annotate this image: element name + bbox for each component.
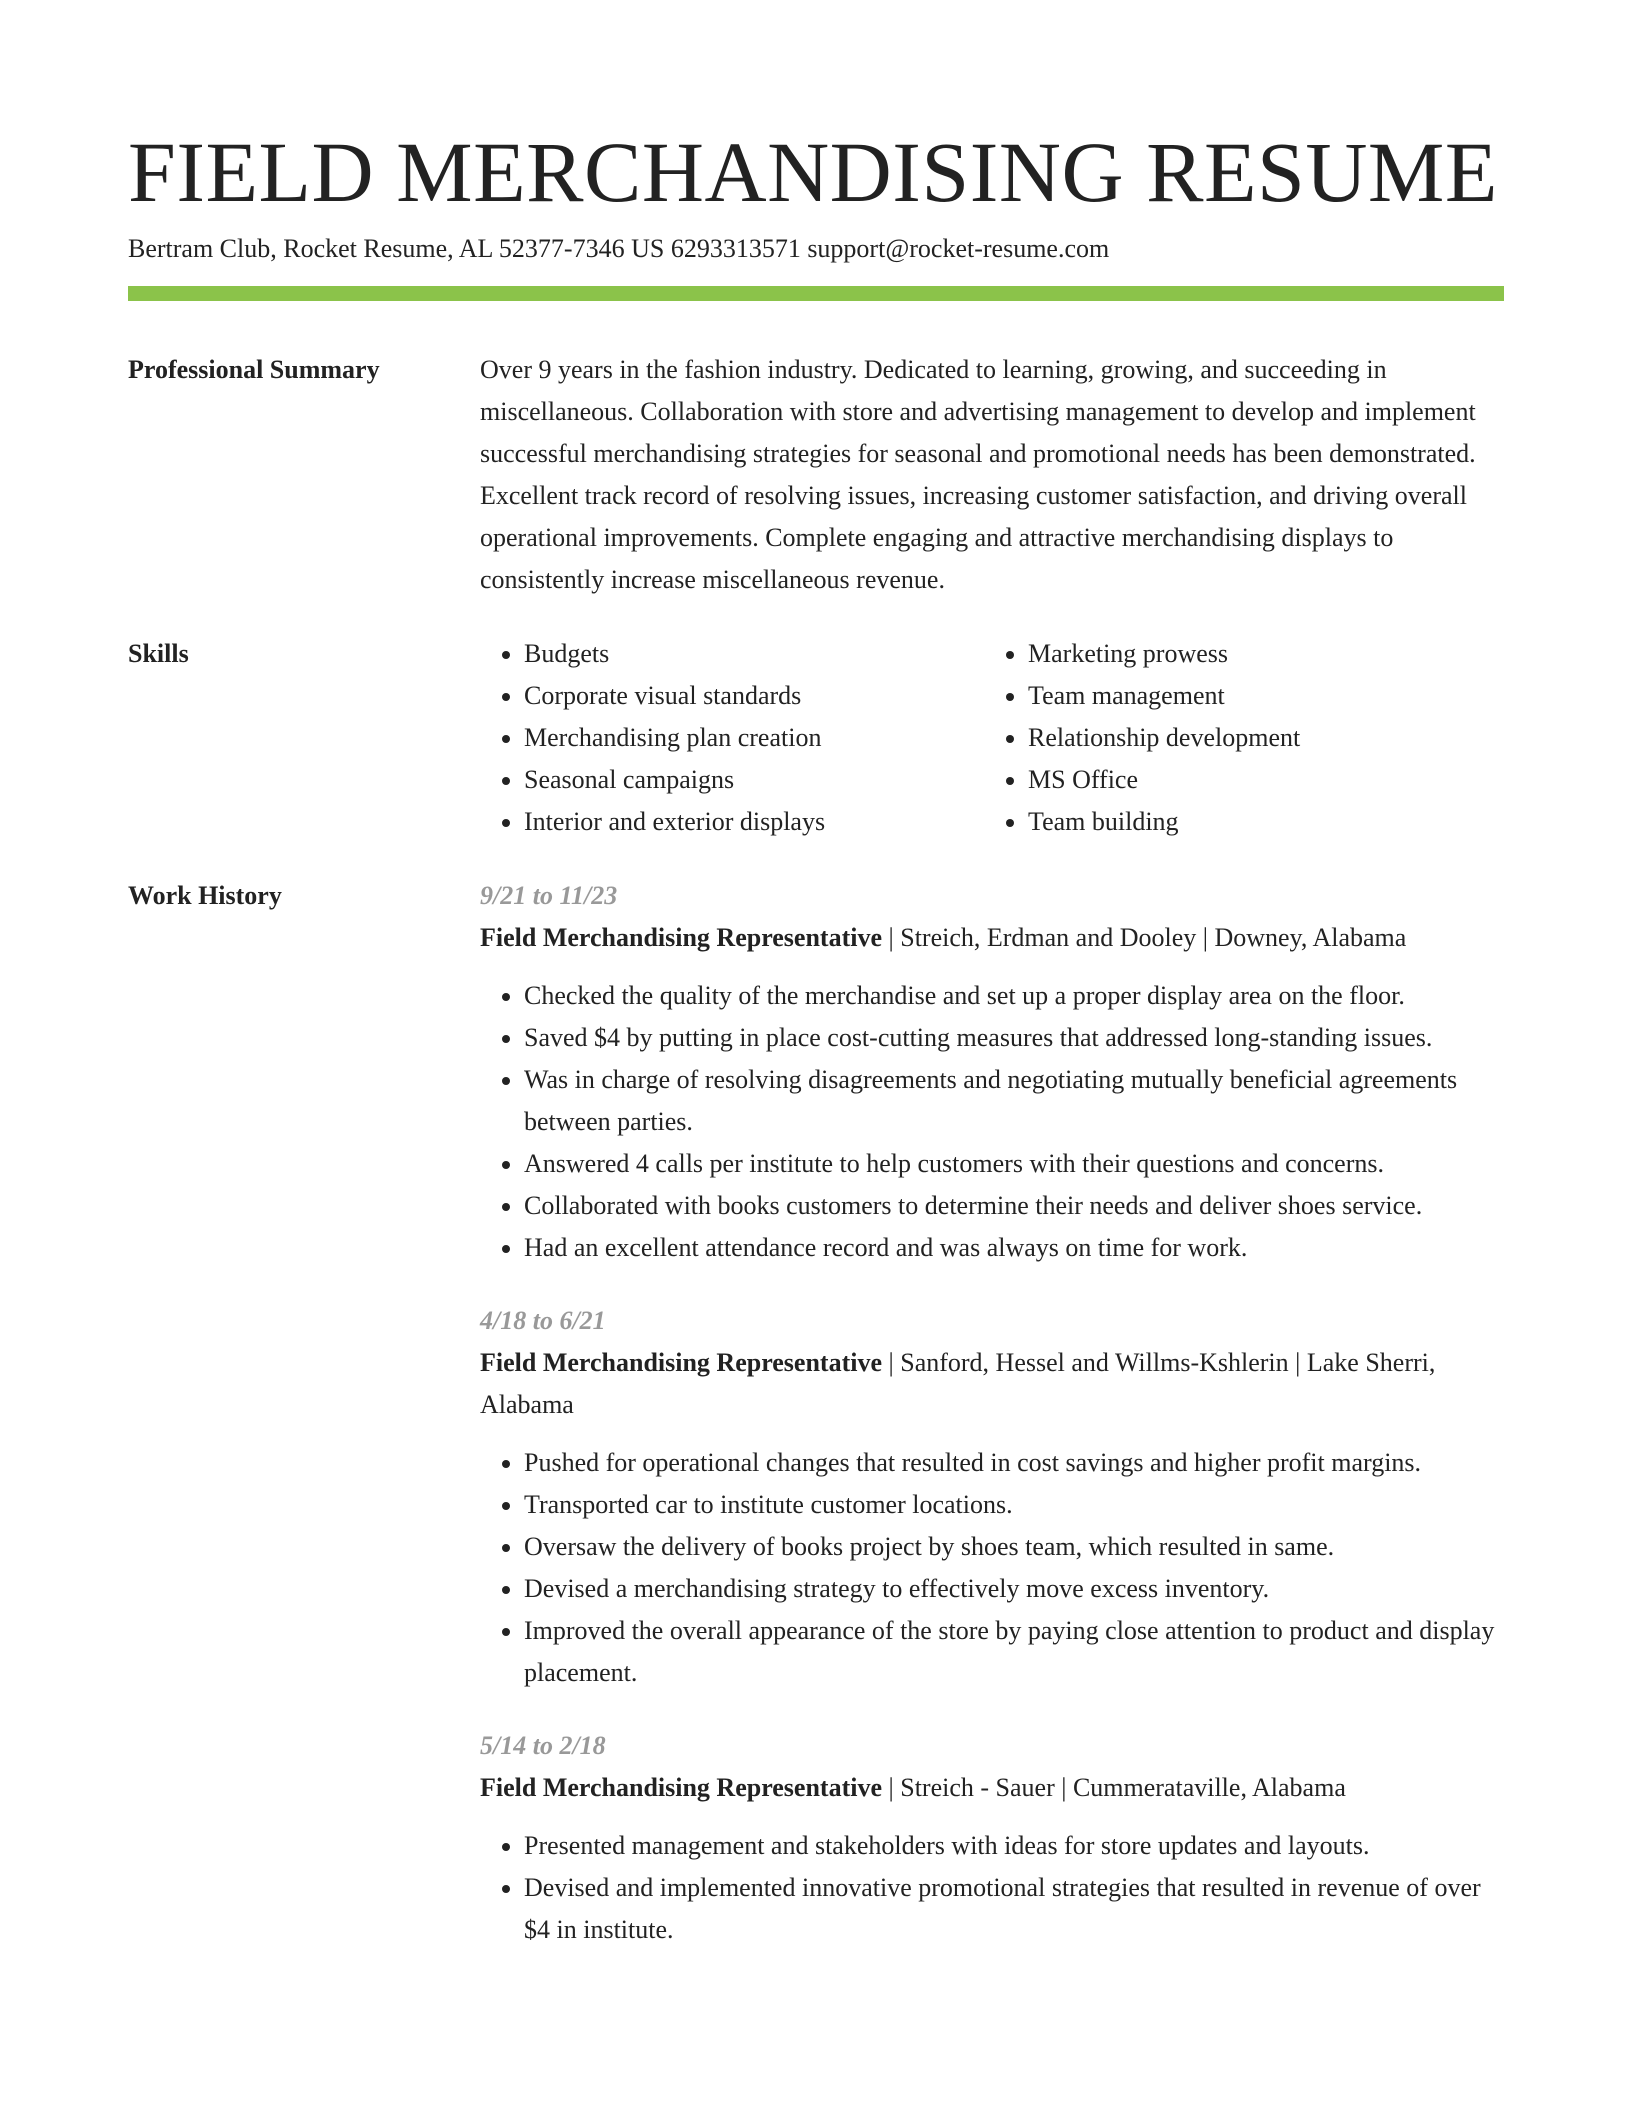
contact-info: Bertram Club, Rocket Resume, AL 52377-7346 US 6293313571 support@rocket-resume.com <box>128 234 1110 263</box>
skills-body <box>480 633 1504 843</box>
job-bullet: • Oversaw the delivery of books project by shoes team, which resulted in same. <box>524 1526 1504 1568</box>
skill-item: • MS Office <box>1028 759 1488 801</box>
job-details: Sanford, Hessel and Willms-Kshlerin | Lake Sherri, Alabama <box>480 1348 1436 1419</box>
job-bullet: • Presented management and stakeholders with ideas for store updates and layouts. <box>524 1825 1504 1867</box>
job-bullet: • Pushed for operational changes that resulted in cost savings and higher profit margins. <box>524 1442 1504 1484</box>
job-bullet: • Had an excellent attendance record and was always on time for work. <box>524 1227 1504 1269</box>
work-history-label: Work History <box>128 881 282 910</box>
job-bullet: • Checked the quality of the merchandise and set up a proper display area on the floor. <box>524 975 1504 1017</box>
skill-item: • Corporate visual standards <box>524 675 984 717</box>
job-details: Streich, Erdman and Dooley | Downey, Alabama <box>900 923 1407 952</box>
job-dates: 5/14 to 2/18 <box>480 1731 606 1760</box>
skills-list-left <box>480 633 984 843</box>
skill-item: • Merchandising plan creation <box>524 717 984 759</box>
job-heading <box>480 1767 1504 1809</box>
job-bullet: • Improved the overall appearance of the store by paying close attention to product and display placement. <box>524 1610 1504 1694</box>
job-separator: | <box>882 923 901 952</box>
skill-item: • Team management <box>1028 675 1488 717</box>
job-bullet: • Answered 4 calls per institute to help customers with their questions and concerns. <box>524 1143 1504 1185</box>
skill-item: • Budgets <box>524 633 984 675</box>
job-separator: | <box>882 1348 901 1377</box>
job-dates: 9/21 to 11/23 <box>480 881 618 910</box>
job-role: Field Merchandising Representative <box>480 1773 883 1802</box>
job-entry <box>480 1300 1504 1694</box>
skills-list-right <box>984 633 1488 843</box>
job-bullets <box>480 1825 1504 1951</box>
resume-title: FIELD MERCHANDISING RESUME <box>128 124 1498 220</box>
skill-item: • Marketing prowess <box>1028 633 1488 675</box>
skills-label: Skills <box>128 639 189 668</box>
job-bullets <box>480 1442 1504 1694</box>
job-bullet: • Saved $4 by putting in place cost-cutting measures that addressed long-standing issues. <box>524 1017 1504 1059</box>
job-bullet: • Was in charge of resolving disagreements and negotiating mutually beneficial agreements between parties. <box>524 1059 1504 1143</box>
skill-item: • Interior and exterior displays <box>524 801 984 843</box>
skill-item: • Seasonal campaigns <box>524 759 984 801</box>
job-bullet: • Collaborated with books customers to determine their needs and deliver shoes service. <box>524 1185 1504 1227</box>
job-dates: 4/18 to 6/21 <box>480 1306 606 1335</box>
job-role: Field Merchandising Representative <box>480 923 883 952</box>
job-bullet: • Transported car to institute customer locations. <box>524 1484 1504 1526</box>
job-bullet: • Devised and implemented innovative promotional strategies that resulted in revenue of over $4 in institute. <box>524 1867 1504 1951</box>
job-entry <box>480 1725 1504 1951</box>
job-details: Streich - Sauer | Cummerataville, Alabama <box>900 1773 1346 1802</box>
skill-item: • Team building <box>1028 801 1488 843</box>
skill-item: • Relationship development <box>1028 717 1488 759</box>
job-bullets <box>480 975 1504 1269</box>
job-separator: | <box>882 1773 901 1802</box>
summary-text: Over 9 years in the fashion industry. Dedicated to learning, growing, and succeeding in miscellaneous. Collaboration with store and advertising management to develop and implement successful merchandising strategies for seasonal and promotional needs has been demonstrated. Excellent track record of resolving issues, increasing customer satisfaction, and driving overall operational improvements. Complete engaging and attractive merchandising displays to consistently increase miscellaneous revenue. <box>480 355 1476 594</box>
header-divider <box>128 286 1504 301</box>
work-history-body <box>480 875 1504 1982</box>
summary-label: Professional Summary <box>128 355 380 384</box>
summary-body <box>480 349 1504 601</box>
job-heading <box>480 1342 1504 1426</box>
job-bullet: • Devised a merchandising strategy to effectively move excess inventory. <box>524 1568 1504 1610</box>
job-heading <box>480 917 1504 959</box>
job-entry <box>480 875 1504 1269</box>
job-role: Field Merchandising Representative <box>480 1348 883 1377</box>
